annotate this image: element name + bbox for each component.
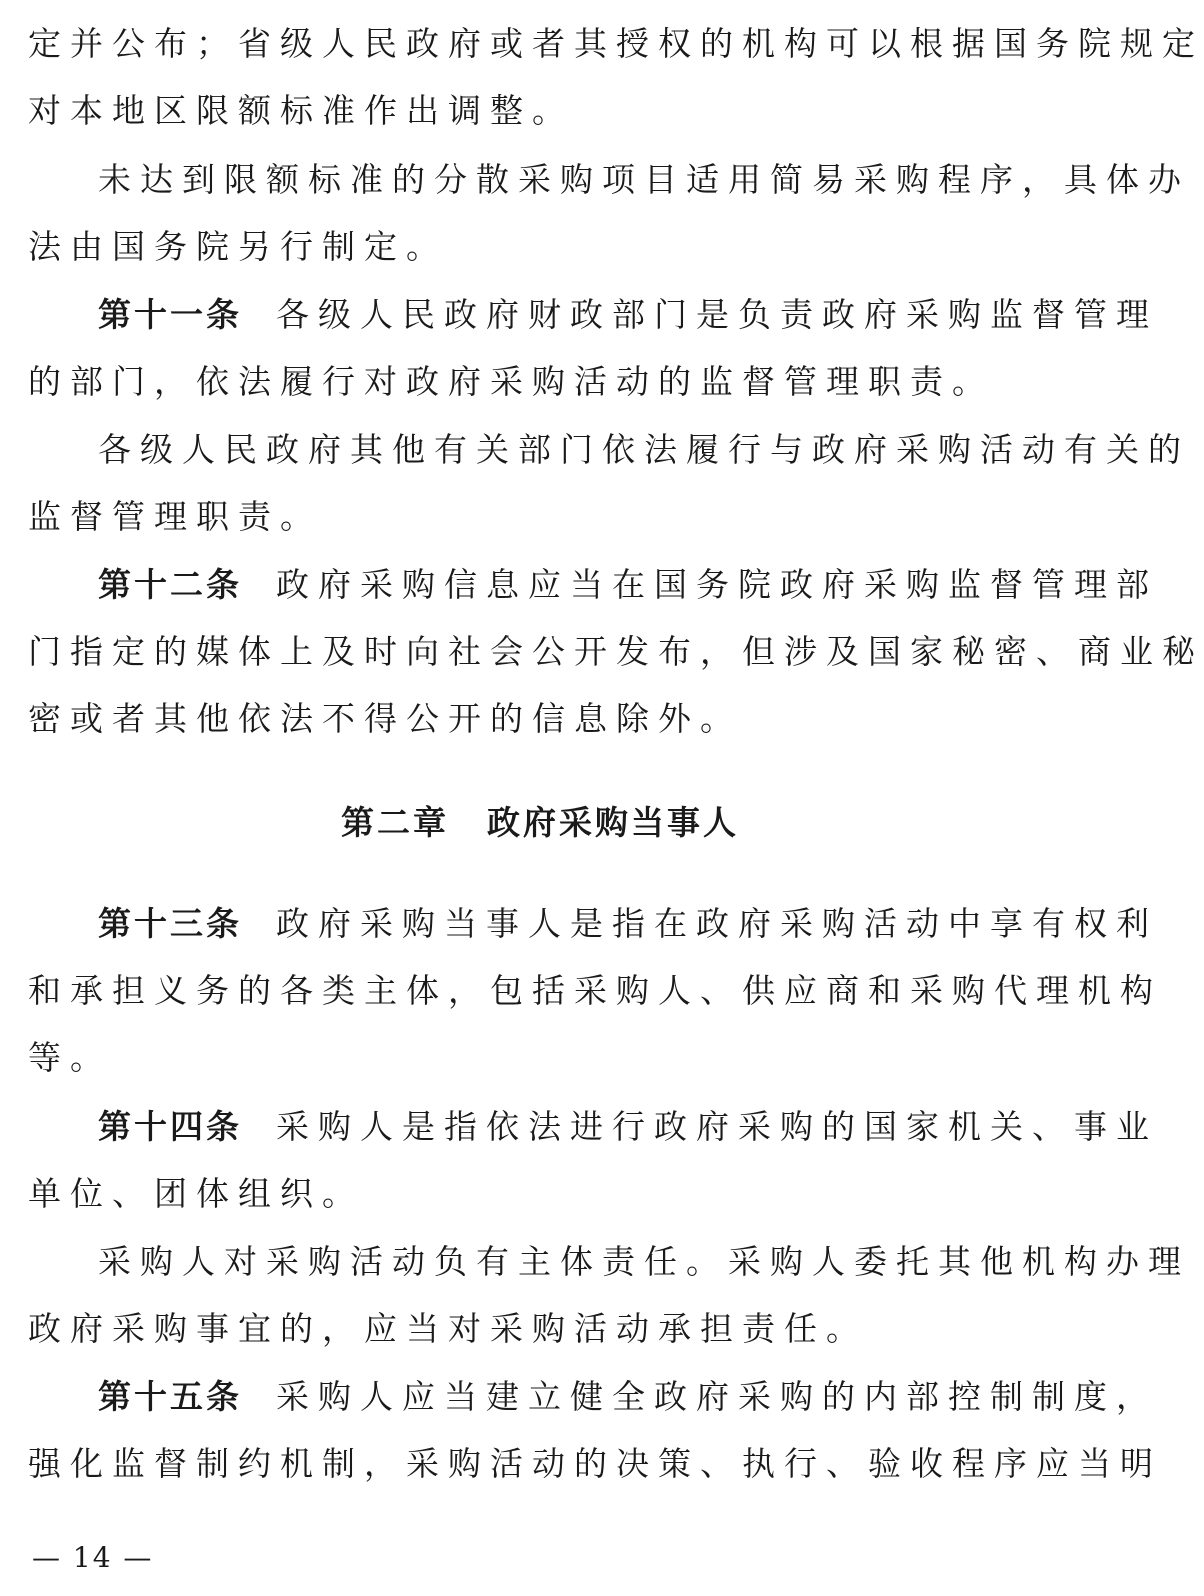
text-line: 门指定的媒体上及时向社会公开发布，但涉及国家秘密、商业秘: [28, 632, 1204, 671]
article-number: 第十四条: [98, 1107, 242, 1146]
article-14-line: 第十四条 采购人是指依法进行政府采购的国家机关、事业: [98, 1107, 1158, 1146]
article-11-line: 第十一条 各级人民政府财政部门是负责政府采购监督管理: [98, 295, 1158, 334]
page-number: — 14 —: [32, 1541, 154, 1574]
text-line: 密或者其他依法不得公开的信息除外。: [28, 699, 742, 738]
text-line: 政府采购事宜的，应当对采购活动承担责任。: [28, 1309, 868, 1348]
text-line: 法由国务院另行制定。: [28, 227, 448, 266]
article-number: 第十二条: [98, 565, 242, 604]
text-line: 定并公布；省级人民政府或者其授权的机构可以根据国务院规定: [28, 24, 1204, 63]
text-line: 等。: [28, 1038, 112, 1077]
paragraph-line: 采购人对采购活动负有主体责任。采购人委托其他机构办理: [98, 1242, 1190, 1281]
text-line: 和承担义务的各类主体，包括采购人、供应商和采购代理机构: [28, 971, 1162, 1010]
text-line: 的部门，依法履行对政府采购活动的监督管理职责。: [28, 362, 994, 401]
text-line: 监督管理职责。: [28, 497, 322, 536]
article-number: 第十五条: [98, 1377, 242, 1416]
text-line: 对本地区限额标准作出调整。: [28, 91, 574, 130]
chapter-heading: 第二章 政府采购当事人: [341, 803, 739, 842]
paragraph-line: 各级人民政府其他有关部门依法履行与政府采购活动有关的: [98, 430, 1190, 469]
article-15-line: 第十五条 采购人应当建立健全政府采购的内部控制制度，: [98, 1377, 1158, 1416]
article-number: 第十一条: [98, 295, 242, 334]
paragraph-line: 未达到限额标准的分散采购项目适用简易采购程序，具体办: [98, 160, 1190, 199]
text-line: 单位、团体组织。: [28, 1174, 364, 1213]
article-number: 第十三条: [98, 904, 242, 943]
article-13-line: 第十三条 政府采购当事人是指在政府采购活动中享有权利: [98, 904, 1158, 943]
text-line: 强化监督制约机制，采购活动的决策、执行、验收程序应当明: [28, 1444, 1162, 1483]
article-12-line: 第十二条 政府采购信息应当在国务院政府采购监督管理部: [98, 565, 1158, 604]
